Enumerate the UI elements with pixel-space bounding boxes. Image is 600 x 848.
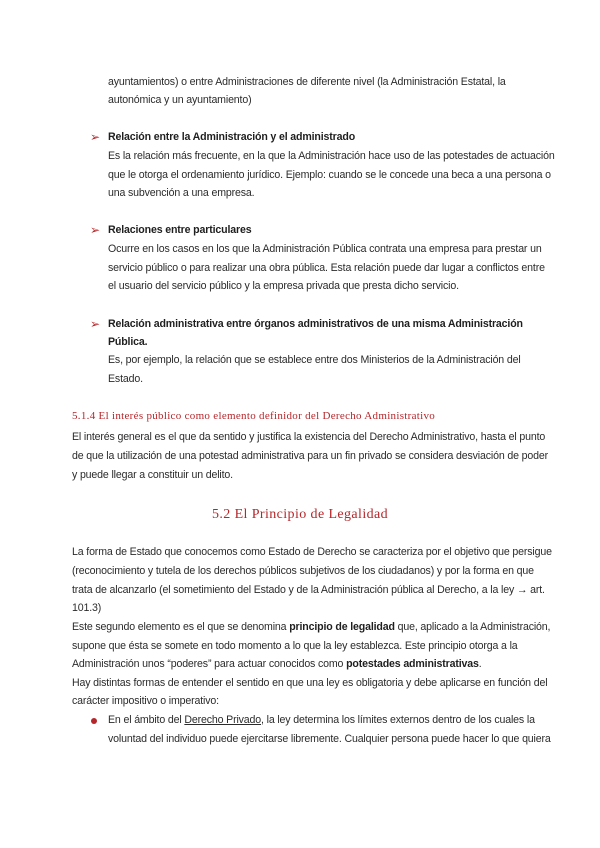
relation-title-continued: Pública. [108, 336, 148, 348]
arrow-bullet-icon: ➢ [90, 223, 101, 237]
paragraph-text: Administración unos “poderes” para actuar conocidos como [72, 658, 347, 670]
relation-text-line: que le otorga el ordenamiento jurídico. Ejemplo: cuando se le concede una beca a una persona o [108, 169, 551, 181]
subsection-text-line: y puede llegar a constituir un delito. [72, 469, 233, 481]
relation-title: Relación administrativa entre órganos administrativos de una misma Administración [108, 318, 523, 330]
bullet-item-line: voluntad del individuo puede ejercitarse libremente. Cualquier persona puede hacer lo que quiera [108, 733, 551, 745]
intro-line-2: autonómica y un ayuntamiento) [108, 94, 252, 106]
arrow-bullet-icon: ➢ [90, 317, 101, 331]
intro-line-1: ayuntamientos) o entre Administraciones de diferente nivel (la Administración Estatal, la [108, 76, 506, 88]
bullet-item-line [108, 711, 535, 729]
paragraph-line: Hay distintas formas de entender el sentido en que una ley es obligatoria y debe aplicarse en función del [72, 677, 548, 689]
principio-de-legalidad-term: principio de legalidad [289, 621, 395, 633]
relation-title: Relación entre la Administración y el administrado [108, 131, 356, 143]
relation-text-line: Es la relación más frecuente, en la que la Administración hace uso de las potestades de actuación [108, 150, 555, 162]
relation-title: Relaciones entre particulares [108, 224, 252, 236]
paragraph-text: . [478, 658, 482, 670]
bullet-text: , la ley determina los límites externos dentro de los cuales la [261, 714, 535, 726]
paragraph-line [72, 618, 550, 636]
relation-text-line: el usuario del servicio público y la empresa privada que presta dicho servicio. [108, 280, 459, 292]
section-heading: 5.2 El Principio de Legalidad [211, 507, 389, 522]
relation-text-line: Estado. [108, 373, 143, 385]
paragraph-line: carácter impositivo o imperativo: [72, 695, 219, 707]
bullet-dot-icon [91, 718, 97, 724]
subsection-text-line: El interés general es el que da sentido y justifica la existencia del Derecho Administrativo, hasta el punto [72, 431, 546, 443]
paragraph-line: trata de alcanzarlo (el sometimiento del Estado y de la Administración pública al Derecho, a la ley → art. [72, 584, 545, 596]
relation-text-line: Es, por ejemplo, la relación que se establece entre dos Ministerios de la Administración del [108, 354, 521, 366]
relation-text-line: Ocurre en los casos en los que la Administración Pública contrata una empresa para prestar un [108, 243, 542, 255]
relation-text-line: servicio público o para realizar una obra pública. Esta relación puede dar lugar a conflictos entre [108, 262, 545, 274]
paragraph-text: Este segundo elemento es el que se denomina [72, 621, 290, 633]
paragraph-line: (reconocimiento y tutela de los derechos públicos subjetivos de los ciudadanos) y por la forma en que [72, 565, 534, 577]
bullet-text: En el ámbito del [108, 714, 185, 726]
relation-text-line: una subvención a una empresa. [108, 187, 255, 199]
arrow-bullet-icon: ➢ [90, 130, 101, 144]
paragraph-line: 101.3) [72, 602, 102, 614]
paragraph-line: La forma de Estado que conocemos como Estado de Derecho se caracteriza por el objetivo que persigue [72, 546, 552, 558]
potestades-administrativas-term: potestades administrativas [346, 658, 479, 670]
paragraph-line [72, 655, 482, 673]
subsection-heading: 5.1.4 El interés público como elemento definidor del Derecho Administrativo [72, 410, 436, 422]
derecho-privado-term: Derecho Privado [184, 714, 262, 726]
paragraph-line: supone que ésta se somete en todo momento a lo que la ley establezca. Este principio otorga a la [72, 640, 518, 652]
subsection-text-line: de que la utilización de una potestad administrativa para un fin privado se considera desviación de poder [72, 450, 548, 462]
paragraph-text: que, aplicado a la Administración, [394, 621, 551, 633]
